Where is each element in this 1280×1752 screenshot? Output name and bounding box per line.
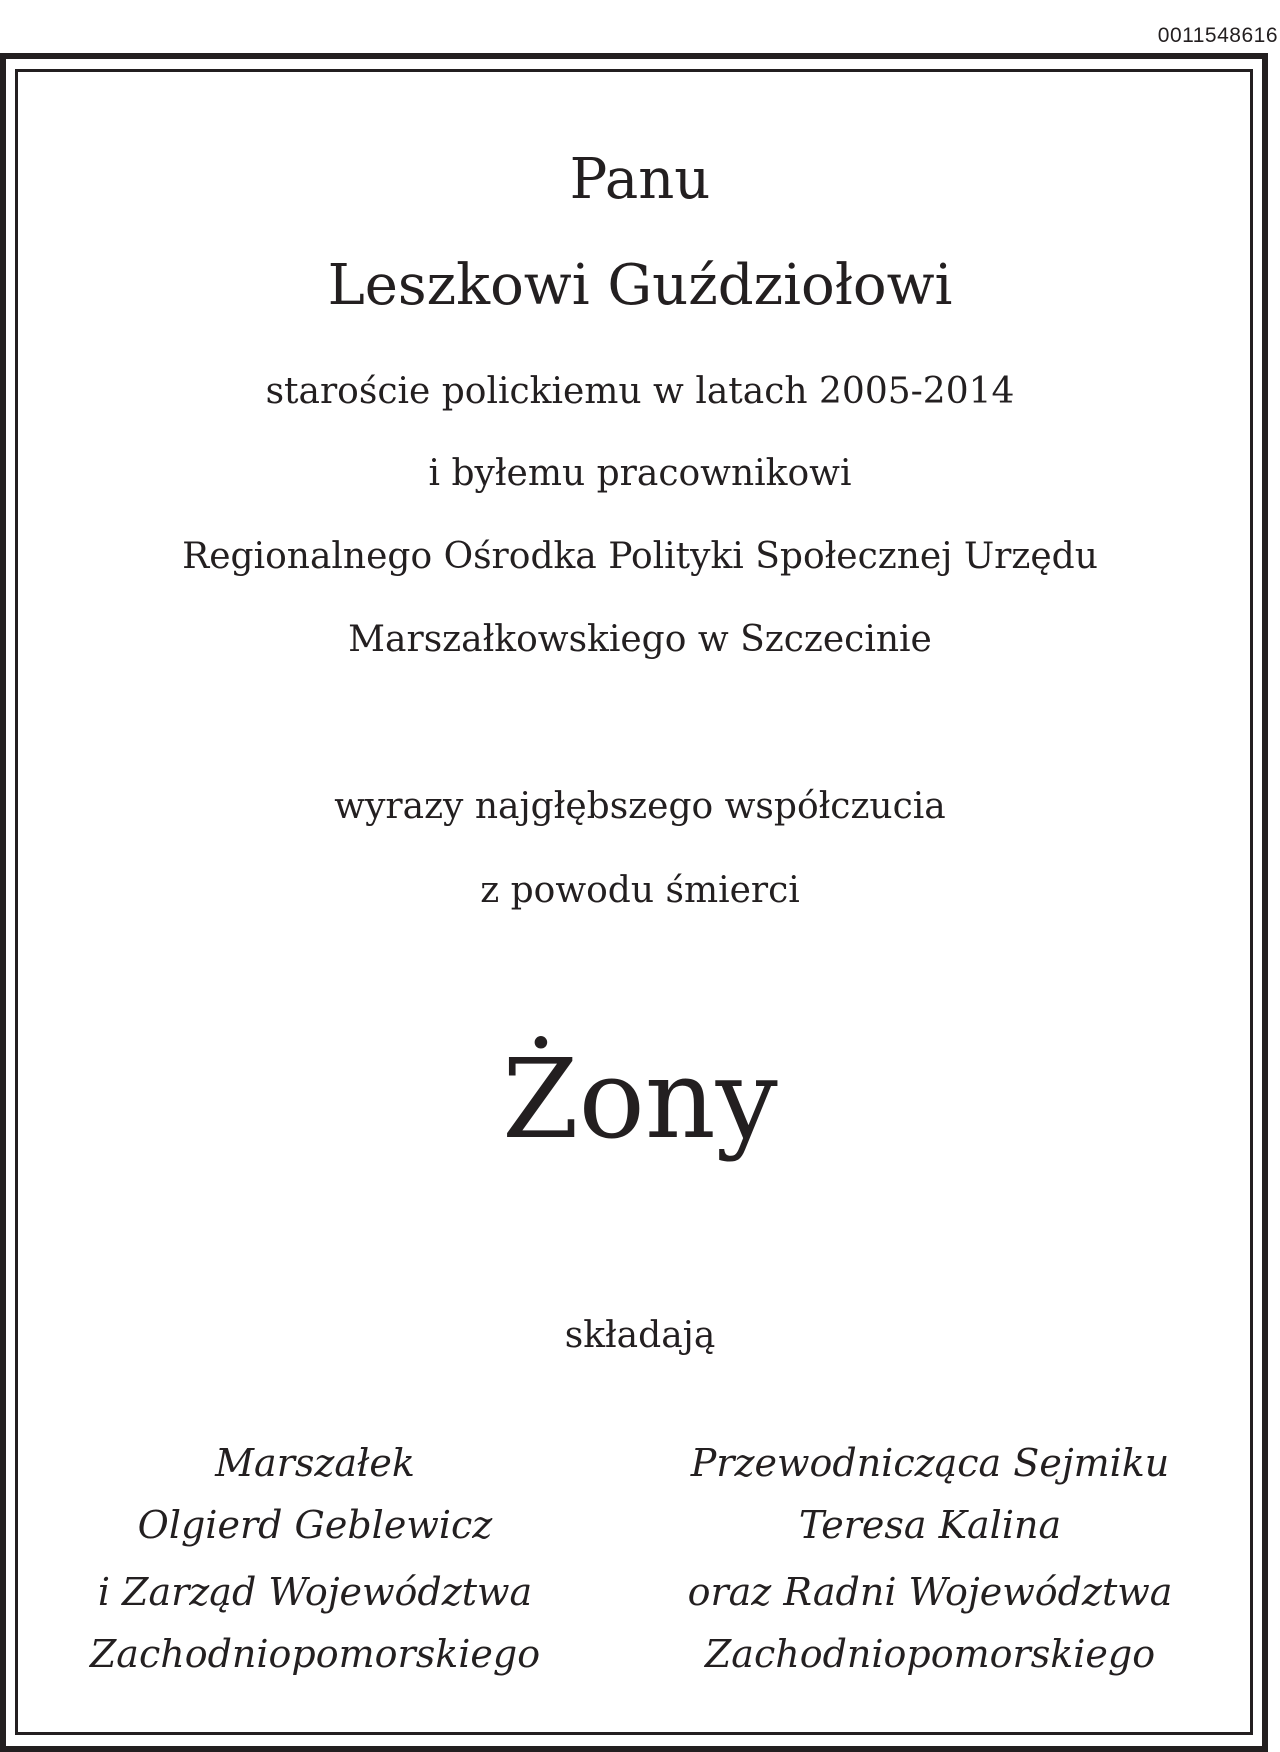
signature-left-line-4: Zachodniopomorskiego bbox=[89, 1632, 541, 1676]
body-line-3: Regionalnego Ośrodka Polityki Społecznej Urzędu bbox=[182, 536, 1098, 577]
signature-left-line-3: i Zarząd Województwa bbox=[97, 1570, 533, 1614]
signature-left bbox=[5, 1432, 625, 1685]
signature-left-name: Olgierd Geblewicz bbox=[137, 1503, 493, 1547]
body-line-1: staroście polickiemu w latach 2005-2014 bbox=[265, 371, 1015, 412]
condolence-line-2: z powodu śmierci bbox=[480, 870, 800, 911]
recipient-name: Leszkowi Guździołowi bbox=[327, 253, 953, 318]
closing-word: składają bbox=[564, 1315, 716, 1356]
signature-right-line-4: Zachodniopomorskiego bbox=[704, 1632, 1156, 1676]
signature-right-title: Przewodnicząca Sejmiku bbox=[690, 1441, 1170, 1485]
signature-right bbox=[620, 1432, 1240, 1685]
signature-right-line-3: oraz Radni Województwa bbox=[687, 1570, 1173, 1614]
salutation: Panu bbox=[569, 147, 711, 212]
signature-left-title: Marszałek bbox=[215, 1441, 415, 1485]
signature-right-name: Teresa Kalina bbox=[798, 1503, 1062, 1547]
body-line-2: i byłemu pracownikowi bbox=[428, 453, 852, 494]
ad-id-number: 0011548616 bbox=[1157, 24, 1278, 47]
body-line-4: Marszałkowskiego w Szczecinie bbox=[348, 619, 932, 660]
deceased-name: Żony bbox=[502, 1035, 778, 1163]
condolence-line-1: wyrazy najgłębszego współczucia bbox=[334, 786, 946, 827]
